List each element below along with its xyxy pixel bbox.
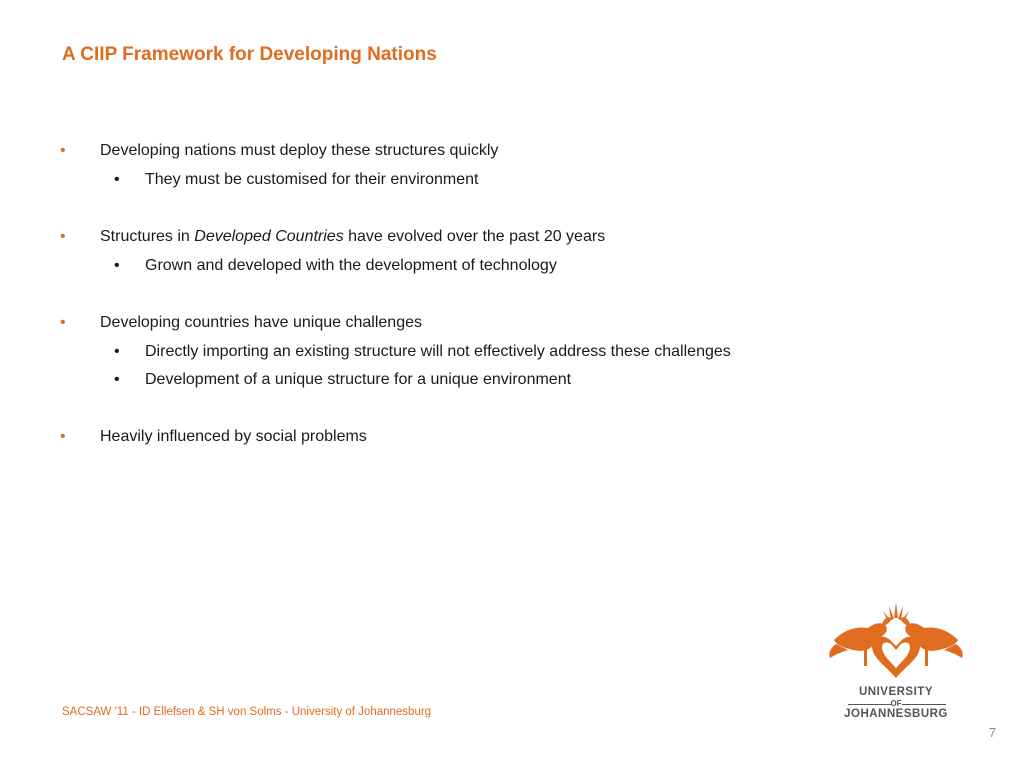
logo-line-johannesburg: JOHANNESBURG (844, 708, 948, 720)
subbullet-item: Development of a unique structure for a unique environment (145, 371, 572, 388)
bullet-marker: • (60, 142, 66, 159)
footer-text: SACSAW '11 - ID Ellefsen & SH von Solms - University of Johannesburg (62, 706, 432, 718)
university-of-johannesburg-crest-icon (826, 600, 966, 684)
subbullet-item: Grown and developed with the development of technology (145, 257, 557, 274)
page-number: 7 (988, 725, 996, 740)
subbullet-item: They must be customised for their environment (145, 171, 479, 188)
slide-title: A CIIP Framework for Developing Nations (62, 44, 437, 65)
subbullet-marker: • (114, 171, 120, 188)
subbullet-item: Directly importing an existing structure will not effectively address these challenges (145, 343, 731, 360)
subbullet-marker: • (114, 371, 120, 388)
university-logo (826, 600, 966, 725)
logo-divider (902, 704, 946, 705)
logo-line-university: UNIVERSITY (858, 686, 933, 698)
emphasis-developed-countries: Developed Countries (194, 228, 344, 245)
bullet-item: Developing countries have unique challenges (100, 314, 422, 331)
subbullet-marker: • (114, 257, 120, 274)
bullet-marker: • (60, 428, 66, 445)
subbullet-marker: • (114, 343, 120, 360)
bullet-item: Heavily influenced by social problems (100, 428, 367, 445)
bullet-marker: • (60, 314, 66, 331)
bullet-item (100, 227, 605, 247)
bullet-text-part: have evolved over the past 20 years (343, 228, 606, 245)
bullet-text-part: Structures in (100, 228, 195, 245)
bullet-marker: • (60, 228, 66, 245)
logo-line-of: OF (890, 699, 902, 708)
bullet-item: Developing nations must deploy these structures quickly (100, 142, 499, 159)
